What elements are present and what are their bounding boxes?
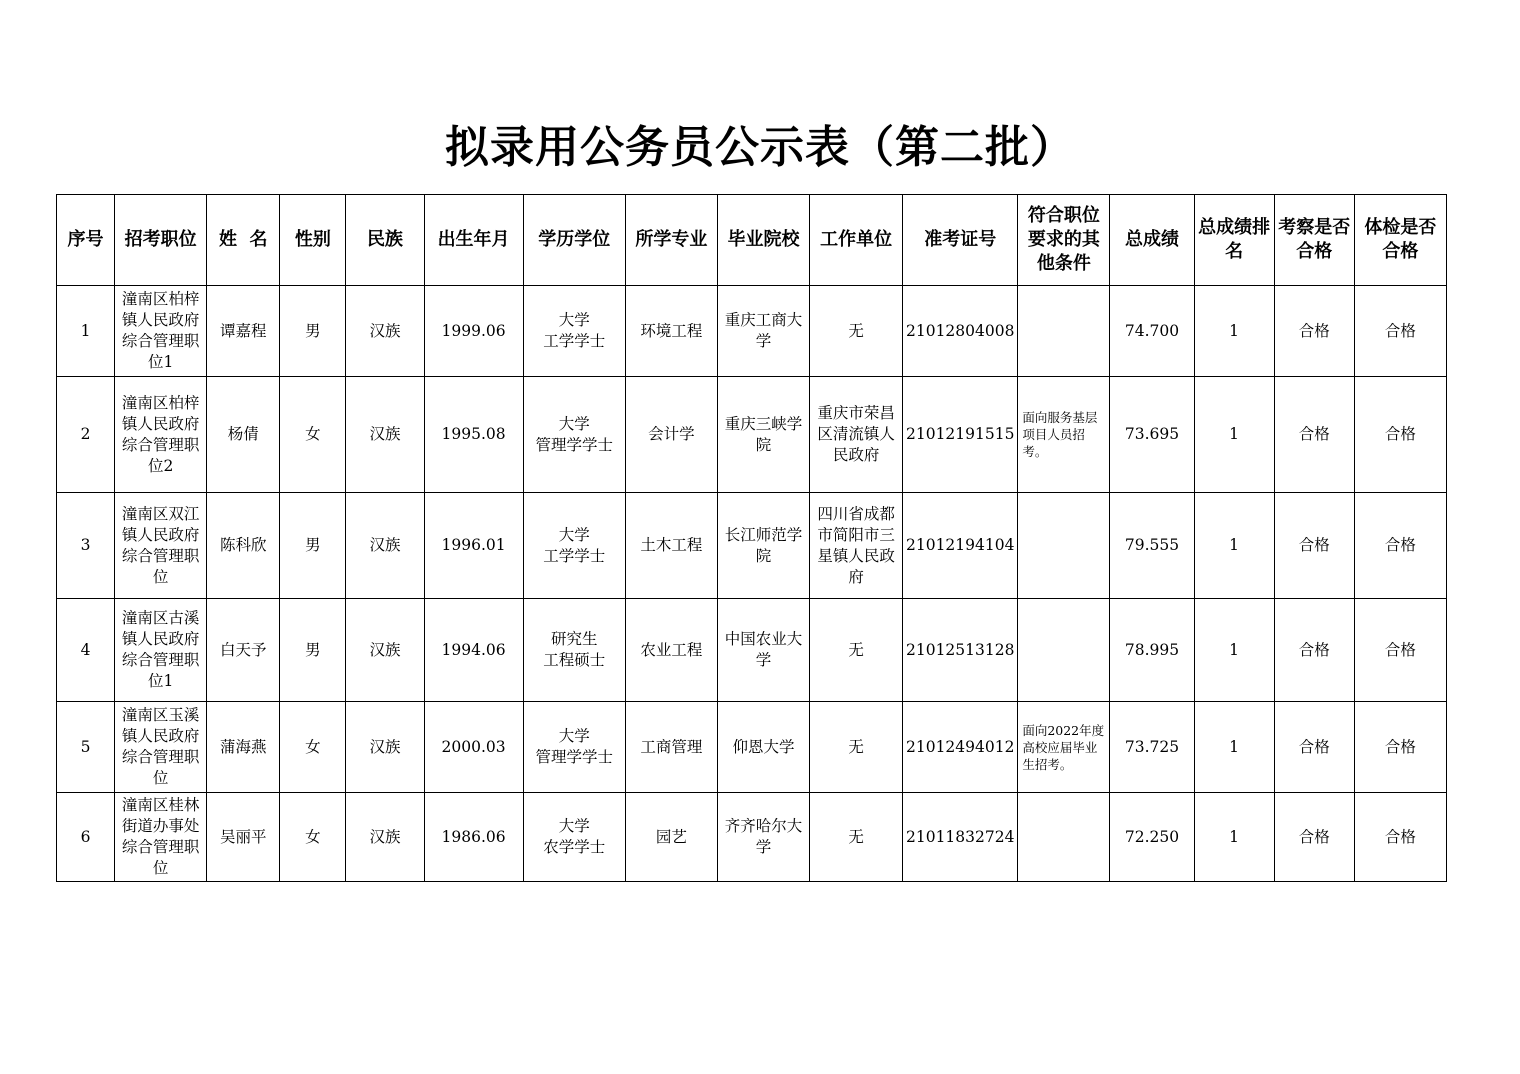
cell-medical: 合格 xyxy=(1354,377,1446,493)
cell-score: 74.700 xyxy=(1110,286,1194,377)
cell-major: 环境工程 xyxy=(625,286,717,377)
cell-degree: 大学 农学学士 xyxy=(523,793,625,882)
cell-gender: 男 xyxy=(280,493,346,599)
header-cell-conditions: 符合职位要求的其他条件 xyxy=(1018,195,1110,286)
cell-medical: 合格 xyxy=(1354,599,1446,702)
cell-degree: 研究生 工程硕士 xyxy=(523,599,625,702)
cell-name: 杨倩 xyxy=(207,377,280,493)
cell-employer: 无 xyxy=(810,702,903,793)
cell-conditions: 面向服务基层项目人员招考。 xyxy=(1018,377,1110,493)
cell-position: 潼南区柏梓镇人民政府综合管理职位2 xyxy=(115,377,207,493)
header-cell-no: 序号 xyxy=(57,195,115,286)
cell-medical: 合格 xyxy=(1354,493,1446,599)
cell-gender: 男 xyxy=(280,286,346,377)
cell-inspection: 合格 xyxy=(1274,599,1354,702)
cell-score: 79.555 xyxy=(1110,493,1194,599)
header-cell-ethnicity: 民族 xyxy=(346,195,424,286)
cell-rank: 1 xyxy=(1194,493,1274,599)
cell-no: 1 xyxy=(57,286,115,377)
table-header-row xyxy=(57,195,1447,286)
header-cell-major: 所学专业 xyxy=(625,195,717,286)
cell-school: 齐齐哈尔大学 xyxy=(717,793,809,882)
cell-gender: 女 xyxy=(280,377,346,493)
cell-position: 潼南区玉溪镇人民政府综合管理职位 xyxy=(115,702,207,793)
cell-conditions: 面向2022年度高校应届毕业生招考。 xyxy=(1018,702,1110,793)
cell-no: 6 xyxy=(57,793,115,882)
cell-major: 农业工程 xyxy=(625,599,717,702)
page-title: 拟录用公务员公示表（第二批） xyxy=(445,122,1075,173)
cell-school: 仰恩大学 xyxy=(717,702,809,793)
cell-degree: 大学 管理学学士 xyxy=(523,377,625,493)
cell-exam-id: 21011832724 xyxy=(903,793,1018,882)
table-row xyxy=(57,493,1447,599)
cell-degree: 大学 工学学士 xyxy=(523,286,625,377)
cell-employer: 无 xyxy=(810,793,903,882)
cell-conditions xyxy=(1018,493,1110,599)
cell-name: 谭嘉程 xyxy=(207,286,280,377)
header-cell-score: 总成绩 xyxy=(1110,195,1194,286)
cell-school: 长江师范学院 xyxy=(717,493,809,599)
table-row xyxy=(57,377,1447,493)
cell-name: 蒲海燕 xyxy=(207,702,280,793)
cell-ethnicity: 汉族 xyxy=(346,599,424,702)
cell-ethnicity: 汉族 xyxy=(346,702,424,793)
header-cell-position: 招考职位 xyxy=(115,195,207,286)
cell-employer: 四川省成都市简阳市三星镇人民政府 xyxy=(810,493,903,599)
cell-ethnicity: 汉族 xyxy=(346,377,424,493)
header-cell-rank: 总成绩排名 xyxy=(1194,195,1274,286)
cell-name: 白天予 xyxy=(207,599,280,702)
cell-score: 78.995 xyxy=(1110,599,1194,702)
table-row xyxy=(57,793,1447,882)
cell-birth: 2000.03 xyxy=(424,702,523,793)
cell-degree: 大学 管理学学士 xyxy=(523,702,625,793)
cell-position: 潼南区桂林街道办事处综合管理职位 xyxy=(115,793,207,882)
cell-birth: 1999.06 xyxy=(424,286,523,377)
cell-inspection: 合格 xyxy=(1274,793,1354,882)
cell-exam-id: 21012804008 xyxy=(903,286,1018,377)
cell-conditions xyxy=(1018,286,1110,377)
table-row xyxy=(57,702,1447,793)
cell-birth: 1994.06 xyxy=(424,599,523,702)
cell-no: 5 xyxy=(57,702,115,793)
cell-no: 3 xyxy=(57,493,115,599)
cell-position: 潼南区柏梓镇人民政府综合管理职位1 xyxy=(115,286,207,377)
cell-inspection: 合格 xyxy=(1274,493,1354,599)
cell-employer: 重庆市荣昌区清流镇人民政府 xyxy=(810,377,903,493)
cell-exam-id: 21012513128 xyxy=(903,599,1018,702)
cell-major: 园艺 xyxy=(625,793,717,882)
cell-ethnicity: 汉族 xyxy=(346,793,424,882)
cell-score: 72.250 xyxy=(1110,793,1194,882)
cell-name: 吴丽平 xyxy=(207,793,280,882)
cell-rank: 1 xyxy=(1194,377,1274,493)
cell-position: 潼南区古溪镇人民政府综合管理职位1 xyxy=(115,599,207,702)
cell-school: 重庆三峡学院 xyxy=(717,377,809,493)
cell-birth: 1996.01 xyxy=(424,493,523,599)
cell-medical: 合格 xyxy=(1354,286,1446,377)
cell-degree: 大学 工学学士 xyxy=(523,493,625,599)
cell-birth: 1986.06 xyxy=(424,793,523,882)
cell-rank: 1 xyxy=(1194,793,1274,882)
cell-conditions xyxy=(1018,793,1110,882)
cell-rank: 1 xyxy=(1194,599,1274,702)
cell-ethnicity: 汉族 xyxy=(346,286,424,377)
cell-rank: 1 xyxy=(1194,702,1274,793)
cell-exam-id: 21012194104 xyxy=(903,493,1018,599)
cell-major: 会计学 xyxy=(625,377,717,493)
cell-gender: 女 xyxy=(280,702,346,793)
header-cell-inspection: 考察是否合格 xyxy=(1274,195,1354,286)
cell-inspection: 合格 xyxy=(1274,286,1354,377)
table-row xyxy=(57,286,1447,377)
cell-exam-id: 21012494012 xyxy=(903,702,1018,793)
cell-score: 73.695 xyxy=(1110,377,1194,493)
cell-school: 中国农业大学 xyxy=(717,599,809,702)
cell-exam-id: 21012191515 xyxy=(903,377,1018,493)
header-cell-degree: 学历学位 xyxy=(523,195,625,286)
table-row xyxy=(57,599,1447,702)
header-cell-birth: 出生年月 xyxy=(424,195,523,286)
cell-score: 73.725 xyxy=(1110,702,1194,793)
header-cell-exam-id: 准考证号 xyxy=(903,195,1018,286)
cell-employer: 无 xyxy=(810,599,903,702)
candidate-table xyxy=(56,194,1447,882)
cell-conditions xyxy=(1018,599,1110,702)
cell-no: 2 xyxy=(57,377,115,493)
cell-employer: 无 xyxy=(810,286,903,377)
cell-ethnicity: 汉族 xyxy=(346,493,424,599)
cell-no: 4 xyxy=(57,599,115,702)
cell-birth: 1995.08 xyxy=(424,377,523,493)
cell-school: 重庆工商大学 xyxy=(717,286,809,377)
cell-inspection: 合格 xyxy=(1274,702,1354,793)
cell-inspection: 合格 xyxy=(1274,377,1354,493)
header-cell-medical: 体检是否合格 xyxy=(1354,195,1446,286)
cell-gender: 女 xyxy=(280,793,346,882)
cell-medical: 合格 xyxy=(1354,702,1446,793)
cell-rank: 1 xyxy=(1194,286,1274,377)
header-cell-name: 姓 名 xyxy=(207,195,280,286)
cell-name: 陈科欣 xyxy=(207,493,280,599)
cell-major: 工商管理 xyxy=(625,702,717,793)
cell-medical: 合格 xyxy=(1354,793,1446,882)
cell-gender: 男 xyxy=(280,599,346,702)
cell-major: 土木工程 xyxy=(625,493,717,599)
header-cell-employer: 工作单位 xyxy=(810,195,903,286)
header-cell-school: 毕业院校 xyxy=(717,195,809,286)
header-cell-gender: 性别 xyxy=(280,195,346,286)
cell-position: 潼南区双江镇人民政府综合管理职位 xyxy=(115,493,207,599)
